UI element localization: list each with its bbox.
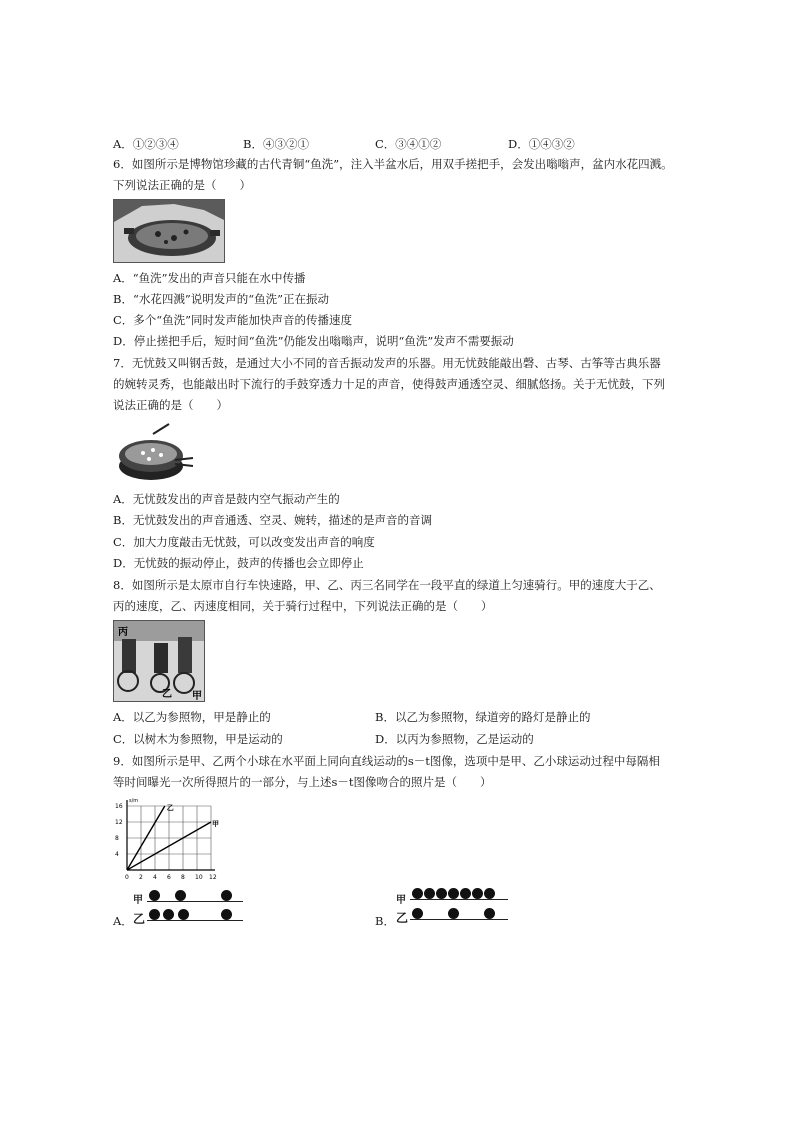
st-graph-svg — [113, 796, 217, 880]
ball — [221, 909, 232, 920]
q5-option-a: A．①②③④ — [113, 137, 179, 151]
q9-option-a-letter: A． — [113, 914, 133, 928]
ball — [149, 909, 160, 920]
ball — [436, 888, 447, 899]
ball — [448, 888, 459, 899]
cyclist-label-jia: 甲 — [192, 691, 202, 702]
series-label-yi: 乙 — [166, 804, 174, 812]
ball — [163, 909, 174, 920]
option-b-row-label-yi: 乙 — [396, 911, 409, 925]
cyclist-label-bing: 丙 — [118, 627, 128, 638]
q7-drum-image — [113, 420, 195, 486]
q9-option-a-photo — [133, 888, 243, 924]
q9-st-graph — [113, 796, 217, 880]
q8-stem-line1: 8．如图所示是太原市自行车快速路，甲、乙、丙三名同学在一段平直的绿道上匀速骑行。甲的速度大于乙、 — [113, 578, 661, 592]
x-tick-label: 4 — [153, 874, 157, 881]
q6-option-d: D．停止搓把手后，短时间“鱼洗”仍能发出嗡嗡声，说明“鱼洗”发声不需要振动 — [113, 334, 514, 348]
y-tick-label: 4 — [115, 851, 119, 858]
q8-stem-line2: 丙的速度，乙、丙速度相同，关于骑行过程中，下列说法正确的是（ ） — [113, 599, 493, 613]
option-a-row-yi — [147, 909, 243, 923]
q7-option-a: A．无忧鼓发出的声音是鼓内空气振动产生的 — [113, 492, 340, 506]
q6-yuxi-photo — [113, 199, 225, 263]
option-b-row-label-jia: 甲 — [396, 895, 406, 906]
q7-option-b: B．无忧鼓发出的声音通透、空灵、婉转，描述的是声音的音调 — [113, 513, 432, 527]
ball — [221, 890, 232, 901]
x-tick-label: 12 — [209, 874, 217, 881]
q9-option-b-letter: B． — [375, 914, 395, 928]
option-b-row-yi — [410, 908, 508, 922]
ball — [149, 890, 160, 901]
rail-line — [147, 901, 243, 902]
q7-stem-line2: 的婉转灵秀，也能敲出时下流行的手鼓穿透力十足的声音，使得鼓声通透空灵、细腻悠扬。关于无忧鼓，下列 — [113, 377, 665, 391]
x-tick-label: 6 — [167, 874, 171, 881]
q6-option-c: C．多个“鱼洗”同时发声能加快声音的传播速度 — [113, 313, 353, 327]
q5-option-b: B．④③②① — [243, 137, 309, 151]
rail-line — [147, 920, 243, 921]
q6-stem-line1: 6．如图所示是博物馆珍藏的古代青铜“鱼洗”，注入半盆水后，用双手搓把手，会发出嗡嗡声，盆内水花四溅。 — [113, 157, 673, 171]
option-a-row-label-yi: 乙 — [133, 912, 146, 926]
q7-stem-line1: 7．无忧鼓又叫钢舌鼓，是通过大小不同的音舌振动发声的乐器。用无忧鼓能敲出磬、古琴、古筝等古典乐器 — [113, 356, 661, 370]
steel-tongue-drum-image — [113, 420, 195, 486]
x-tick-label: 0 — [125, 874, 129, 881]
ball — [412, 908, 423, 919]
ball — [448, 908, 459, 919]
y-tick-label: 8 — [115, 835, 119, 842]
q5-option-d: D．①④③② — [508, 137, 575, 151]
ball — [424, 888, 435, 899]
q8-option-c: C．以树木为参照物，甲是运动的 — [113, 732, 283, 746]
ball — [178, 909, 189, 920]
option-a-row-label-jia: 甲 — [133, 895, 143, 906]
ball — [175, 890, 186, 901]
q8-option-b: B．以乙为参照物，绿道旁的路灯是静止的 — [375, 710, 591, 724]
q5-option-c: C．③④①② — [375, 137, 442, 151]
q6-option-a: A．“鱼洗”发出的声音只能在水中传播 — [113, 271, 306, 285]
rail-line — [410, 919, 508, 920]
option-b-row-jia — [410, 888, 508, 902]
q9-stem-line1: 9．如图所示是甲、乙两个小球在水平面上同向直线运动的s－t图像，选项中是甲、乙小球运动过程中每隔相 — [113, 754, 660, 768]
y-axis-label: s/m — [129, 798, 139, 804]
q9-option-b-photo — [396, 886, 510, 925]
ball — [484, 888, 495, 899]
rail-line — [410, 899, 508, 900]
ball — [460, 888, 471, 899]
ball — [472, 888, 483, 899]
q8-option-a: A．以乙为参照物，甲是静止的 — [113, 710, 271, 724]
q8-cyclists-photo — [113, 620, 205, 702]
cyclist-label-yi: 乙 — [162, 689, 172, 700]
series-label-jia: 甲 — [212, 820, 219, 828]
q7-option-c: C．加大力度敲击无忧鼓，可以改变发出声音的响度 — [113, 535, 375, 549]
q7-stem-line3: 说法正确的是（ ） — [113, 398, 228, 412]
ball — [484, 908, 495, 919]
x-tick-label: 8 — [181, 874, 185, 881]
q6-stem-line2: 下列说法正确的是（ ） — [113, 178, 251, 192]
q9-stem-line2: 等时间曝光一次所得照片的一部分，与上述s－t图像吻合的照片是（ ） — [113, 775, 492, 789]
q6-option-b: B．“水花四溅”说明发声的“鱼洗”正在振动 — [113, 292, 329, 306]
ball — [412, 888, 423, 899]
x-tick-label: 10 — [195, 874, 203, 881]
option-a-row-jia — [147, 890, 243, 904]
q8-option-d: D．以丙为参照物，乙是运动的 — [375, 732, 534, 746]
x-tick-label: 2 — [139, 874, 143, 881]
yuxi-basin-image — [114, 200, 224, 262]
y-tick-label: 16 — [115, 803, 123, 810]
q7-option-d: D．无忧鼓的振动停止，鼓声的传播也会立即停止 — [113, 556, 364, 570]
y-tick-label: 12 — [115, 819, 123, 826]
